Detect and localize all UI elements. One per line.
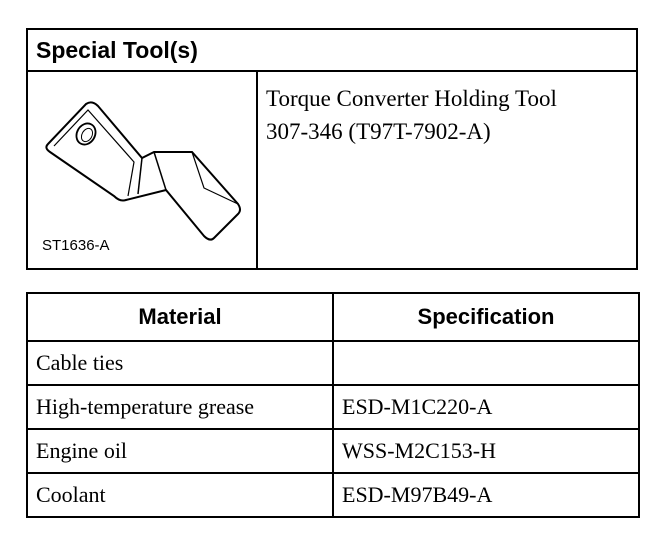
specification-column-header: Specification (333, 293, 639, 341)
specification-cell: WSS-M2C153-H (333, 429, 639, 473)
tool-name: Torque Converter Holding Tool (266, 86, 557, 111)
special-tools-table (26, 28, 638, 270)
specification-cell: ESD-M97B49-A (333, 473, 639, 517)
materials-header-row (27, 293, 639, 341)
tool-part-number: 307-346 (T97T-7902-A) (266, 119, 491, 144)
table-row (27, 341, 639, 385)
tool-image-code: ST1636-A (42, 237, 110, 254)
table-row (27, 473, 639, 517)
tool-description-cell (258, 72, 636, 268)
materials-table (26, 292, 640, 518)
material-cell: Engine oil (27, 429, 333, 473)
material-column-header: Material (27, 293, 333, 341)
tool-image-cell (28, 72, 258, 268)
table-row (27, 429, 639, 473)
table-row (27, 385, 639, 429)
special-tools-header: Special Tool(s) (28, 30, 636, 72)
material-cell: Coolant (27, 473, 333, 517)
specification-cell (333, 341, 639, 385)
material-cell: High-temperature grease (27, 385, 333, 429)
material-cell: Cable ties (27, 341, 333, 385)
specification-cell: ESD-M1C220-A (333, 385, 639, 429)
holding-tool-icon (42, 78, 242, 248)
